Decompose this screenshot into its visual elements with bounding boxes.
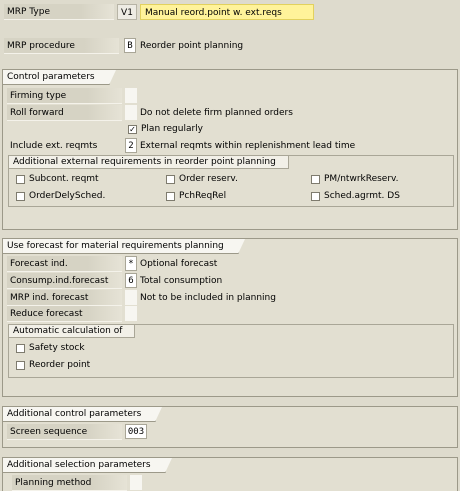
- include-ext-reqmts-label: Include ext. reqmts: [10, 141, 98, 151]
- additional-control-title: Additional control parameters: [3, 407, 156, 422]
- subcont-reqmt-label: Subcont. reqmt: [29, 174, 99, 184]
- pch-req-rel-label: PchReqRel: [179, 191, 227, 201]
- screen-sequence-label: Screen sequence: [7, 424, 122, 440]
- order-dely-sched-checkbox[interactable]: [16, 192, 25, 201]
- plan-regularly-checkbox[interactable]: ✓: [129, 125, 136, 134]
- planning-method-field[interactable]: [130, 475, 142, 490]
- safety-stock-label: Safety stock: [29, 343, 85, 353]
- forecast-group-title: Use forecast for material requirements planning: [3, 239, 239, 254]
- order-dely-sched-label: OrderDelySched.: [29, 191, 106, 201]
- screen-sequence-field[interactable]: 003: [125, 424, 147, 439]
- order-reserv-checkbox[interactable]: [166, 175, 175, 184]
- include-ext-reqmts-field[interactable]: 2: [125, 138, 137, 153]
- roll-forward-label: Roll forward: [7, 105, 122, 121]
- mrp-ind-forecast-description: Not to be included in planning: [140, 293, 276, 303]
- automatic-calculation-title: Automatic calculation of: [9, 325, 135, 338]
- consump-ind-forecast-description: Total consumption: [140, 276, 223, 286]
- safety-stock-checkbox[interactable]: [16, 344, 25, 353]
- control-parameters-title: Control parameters: [3, 70, 110, 85]
- mrp-procedure-label: MRP procedure: [4, 38, 119, 54]
- forecast-ind-field[interactable]: *: [125, 256, 137, 271]
- roll-forward-field[interactable]: [125, 105, 137, 120]
- mrp-ind-forecast-label: MRP ind. forecast: [7, 290, 122, 306]
- order-reserv-label: Order reserv.: [179, 174, 238, 184]
- mrp-procedure-description: Reorder point planning: [140, 41, 244, 51]
- reorder-point-label: Reorder point: [29, 360, 91, 370]
- roll-forward-description: Do not delete firm planned orders: [140, 108, 293, 118]
- reduce-forecast-label: Reduce forecast: [7, 306, 122, 322]
- forecast-ind-description: Optional forecast: [140, 259, 218, 269]
- sched-agrmt-ds-checkbox[interactable]: [311, 192, 320, 201]
- pm-ntwrk-reserv-label: PM/ntwrkReserv.: [324, 174, 399, 184]
- reduce-forecast-field[interactable]: [125, 306, 137, 321]
- firming-type-label: Firming type: [7, 88, 122, 104]
- reorder-point-checkbox[interactable]: [16, 361, 25, 370]
- mrp-type-label: MRP Type: [4, 4, 114, 20]
- mrp-type-description: Manual reord.point w. ext.reqs: [140, 4, 314, 20]
- sched-agrmt-ds-label: Sched.agrmt. DS: [324, 191, 400, 201]
- pch-req-rel-checkbox[interactable]: [166, 192, 175, 201]
- consump-ind-forecast-label: Consump.ind.forecast: [7, 273, 122, 289]
- firming-type-field[interactable]: [125, 88, 137, 103]
- additional-external-requirements-title: Additional external requirements in reorder point planning: [9, 156, 289, 169]
- planning-method-label: Planning method: [12, 475, 127, 491]
- mrp-procedure-field[interactable]: B: [124, 38, 136, 53]
- subcont-reqmt-checkbox[interactable]: [16, 175, 25, 184]
- consump-ind-forecast-field[interactable]: 6: [125, 273, 137, 288]
- pm-ntwrk-reserv-checkbox[interactable]: [311, 175, 320, 184]
- forecast-ind-label: Forecast ind.: [7, 256, 122, 272]
- additional-selection-title: Additional selection parameters: [3, 458, 166, 473]
- mrp-type-code[interactable]: V1: [117, 4, 137, 20]
- plan-regularly-label: Plan regularly: [141, 124, 204, 134]
- mrp-ind-forecast-field[interactable]: [125, 290, 137, 305]
- include-ext-reqmts-description: External reqmts within replenishment lead time: [140, 141, 356, 151]
